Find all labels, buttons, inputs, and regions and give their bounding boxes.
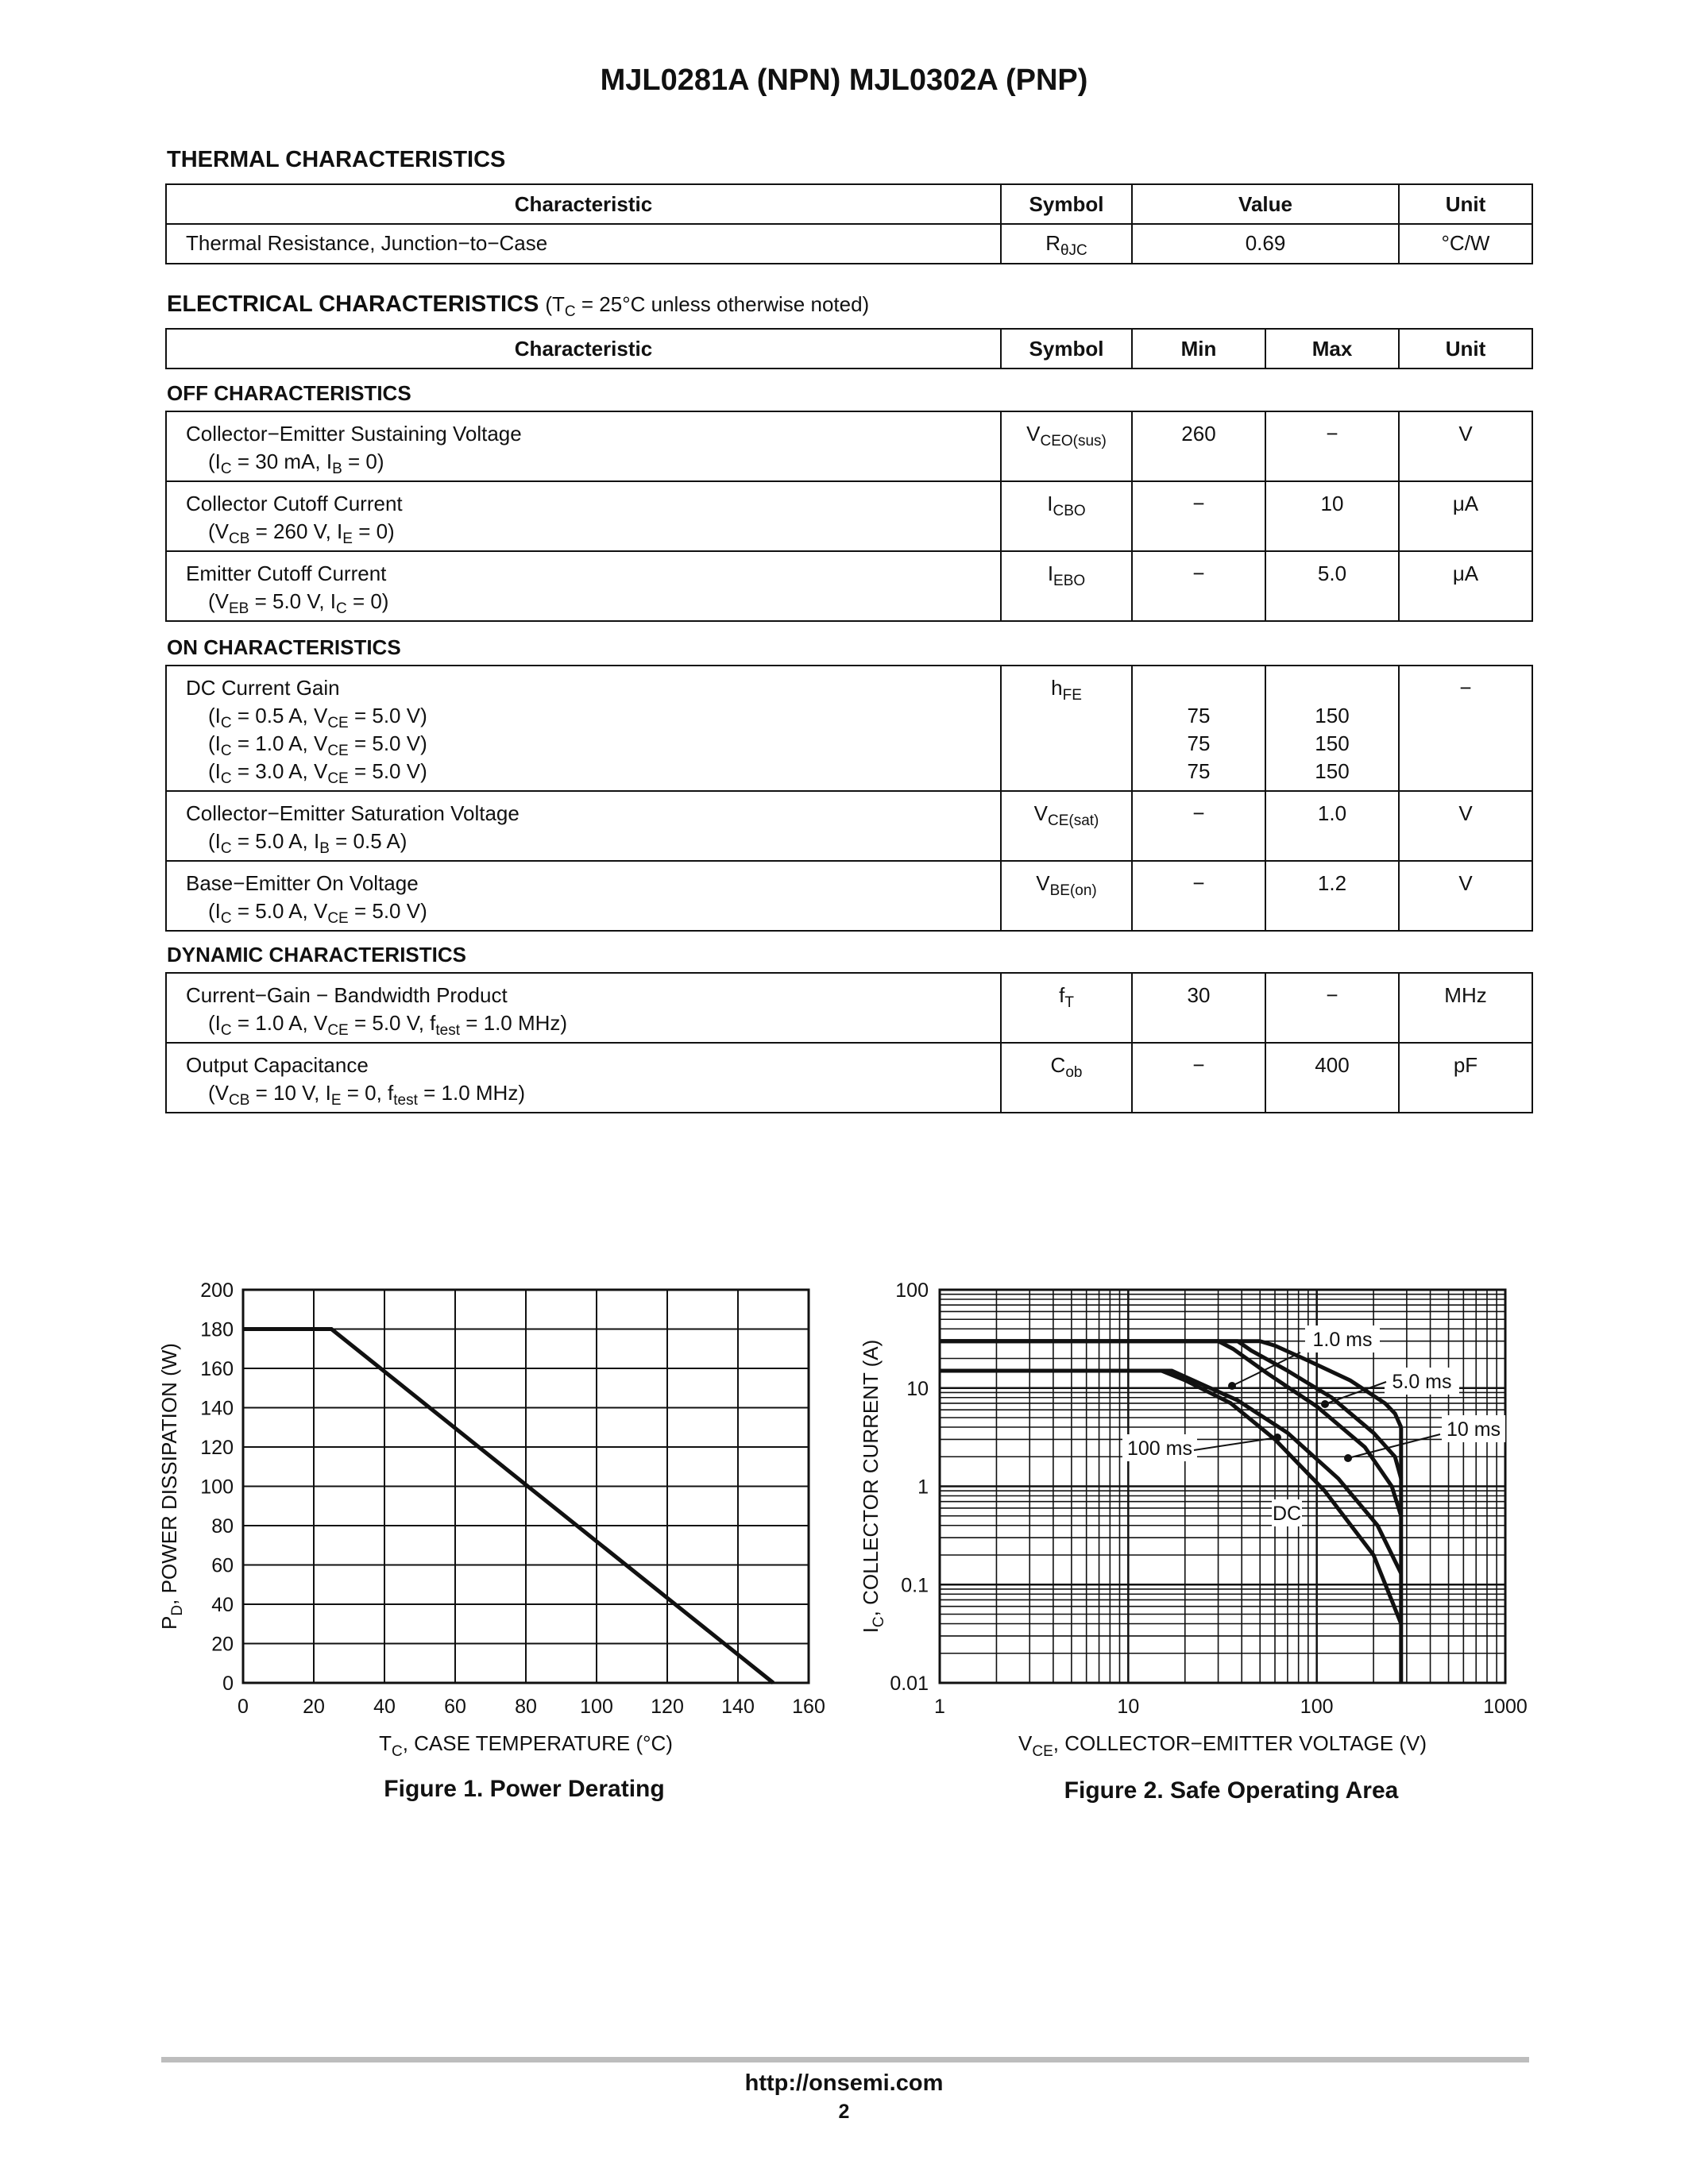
y-tick-label: 200 — [200, 1279, 234, 1302]
min-cell: − — [1132, 551, 1265, 621]
y-axis-label: $P_D$, POWER DISSIPATION (W) — [157, 1343, 186, 1630]
test-condition: ($I_C = 5.0$ A, $I_B = 0.5$ A) — [208, 829, 408, 857]
test-condition: ($V_{CB} = 10$ V, $I_E = 0$, $f_{test} = 1.0$ MHz) — [208, 1081, 525, 1109]
max-cell: 400 — [1265, 1043, 1399, 1113]
col-min: Min — [1132, 329, 1265, 369]
x-tick-label: 120 — [651, 1696, 684, 1718]
min-cell: 30 — [1132, 973, 1265, 1043]
y-tick-label: 1 — [917, 1476, 929, 1499]
electrical-header-table — [165, 328, 1533, 369]
characteristic-name: Collector Cutoff Current — [186, 492, 403, 515]
table-row — [166, 973, 1532, 1043]
y-tick-label: 0 — [222, 1673, 234, 1695]
col-unit: Unit — [1399, 329, 1532, 369]
x-tick-label: 100 — [1300, 1696, 1334, 1718]
x-tick-label: 140 — [721, 1696, 755, 1718]
test-condition: ($V_{CB} = 260$ V, $I_E = 0$) — [208, 519, 395, 547]
table-row — [166, 861, 1532, 931]
characteristic-cell — [166, 666, 1001, 791]
table-row — [166, 224, 1532, 264]
on-characteristics-table — [165, 665, 1533, 932]
unit-cell: − — [1399, 666, 1532, 791]
col-value: Value — [1132, 184, 1399, 224]
symbol-cell: $I_{EBO}$ — [1001, 551, 1132, 621]
y-tick-label: 60 — [211, 1554, 234, 1577]
unit-cell: MHz — [1399, 973, 1532, 1043]
x-tick-label: 1000 — [1483, 1696, 1528, 1718]
min-cell: 260 — [1132, 411, 1265, 481]
footer-divider — [161, 2057, 1529, 2062]
test-condition: ($I_C = 5.0$ A, $V_{CE} = 5.0$ V) — [208, 899, 427, 927]
x-tick-label: 10 — [1117, 1696, 1140, 1718]
derating-curve — [243, 1329, 774, 1684]
characteristic-cell — [166, 411, 1001, 481]
characteristic-cell — [166, 973, 1001, 1043]
unit-cell: μA — [1399, 551, 1532, 621]
symbol-cell: $f_T$ — [1001, 973, 1132, 1043]
col-characteristic: Characteristic — [166, 329, 1001, 369]
dynamic-characteristics-label: DYNAMIC CHARACTERISTICS — [167, 943, 466, 967]
soa-curve-10-ms — [940, 1341, 1401, 1516]
table-row — [166, 551, 1532, 621]
x-tick-label: 100 — [580, 1696, 613, 1718]
curve-annotation: DC — [1272, 1503, 1302, 1525]
y-tick-label: 10 — [906, 1377, 929, 1400]
y-tick-label: 40 — [211, 1594, 234, 1616]
min-cell: 75 75 75 — [1132, 666, 1265, 791]
max-cell: − — [1265, 411, 1399, 481]
characteristic-cell — [166, 481, 1001, 551]
unit-cell: V — [1399, 411, 1532, 481]
characteristic-name: Base−Emitter On Voltage — [186, 871, 419, 895]
document-title: MJL0281A (NPN) MJL0302A (PNP) — [600, 64, 1088, 97]
y-tick-label: 180 — [200, 1318, 234, 1341]
y-tick-label: 20 — [211, 1633, 234, 1656]
unit-cell: pF — [1399, 1043, 1532, 1113]
y-tick-label: 160 — [200, 1358, 234, 1380]
col-characteristic: Characteristic — [166, 184, 1001, 224]
table-row — [166, 411, 1532, 481]
x-tick-label: 1 — [934, 1696, 945, 1718]
dynamic-characteristics-table — [165, 972, 1533, 1113]
symbol-cell: $R_{\theta JC}$ — [1001, 224, 1132, 264]
min-cell: − — [1132, 791, 1265, 861]
y-tick-label: 140 — [200, 1397, 234, 1420]
col-unit: Unit — [1399, 184, 1532, 224]
characteristic-name: DC Current Gain — [186, 676, 340, 700]
table-row — [166, 791, 1532, 861]
x-tick-label: 0 — [238, 1696, 249, 1718]
characteristic-cell — [166, 551, 1001, 621]
power-derating-chart — [151, 1271, 850, 1779]
max-cell: 150 150 150 — [1265, 666, 1399, 791]
characteristic-cell — [166, 861, 1001, 931]
max-cell: 5.0 — [1265, 551, 1399, 621]
y-tick-label: 120 — [200, 1437, 234, 1459]
thermal-table — [165, 183, 1533, 264]
unit-cell: V — [1399, 861, 1532, 931]
annotation-arrowhead — [1228, 1382, 1236, 1390]
test-condition: ($V_{EB} = 5.0$ V, $I_C = 0$) — [208, 589, 389, 617]
max-cell: 1.0 — [1265, 791, 1399, 861]
y-tick-label: 0.01 — [890, 1673, 929, 1695]
annotation-arrowhead — [1321, 1400, 1329, 1408]
x-axis-label: $V_{CE}$, COLLECTOR−EMITTER VOLTAGE (V) — [1018, 1731, 1427, 1760]
characteristic-cell — [166, 1043, 1001, 1113]
min-cell: − — [1132, 481, 1265, 551]
test-condition: ($I_C = 1.0$ A, $V_{CE} = 5.0$ V, $f_{test} = 1.0$ MHz) — [208, 1011, 568, 1039]
col-max: Max — [1265, 329, 1399, 369]
symbol-cell: $C_{ob}$ — [1001, 1043, 1132, 1113]
figure1-caption: Figure 1. Power Derating — [384, 1776, 665, 1802]
max-cell: 10 — [1265, 481, 1399, 551]
min-cell: − — [1132, 861, 1265, 931]
electrical-heading: ELECTRICAL CHARACTERISTICS ($T_C = 25^\circ C$ unless otherwise noted) — [167, 291, 870, 320]
y-tick-label: 100 — [200, 1476, 234, 1499]
x-tick-label: 160 — [792, 1696, 825, 1718]
characteristic-cell — [166, 791, 1001, 861]
page-number: 2 — [838, 2101, 850, 2123]
max-cell: 1.2 — [1265, 861, 1399, 931]
thermal-heading: THERMAL CHARACTERISTICS — [167, 147, 506, 172]
max-cell: − — [1265, 973, 1399, 1043]
y-tick-label: 0.1 — [901, 1574, 929, 1597]
table-row — [166, 481, 1532, 551]
table-row — [166, 666, 1532, 791]
unit-cell: μA — [1399, 481, 1532, 551]
symbol-cell: $V_{CEO(sus)}$ — [1001, 411, 1132, 481]
footer-url: http://onsemi.com — [744, 2070, 944, 2096]
symbol-cell: $V_{CE(sat)}$ — [1001, 791, 1132, 861]
off-characteristics-table — [165, 411, 1533, 622]
x-tick-label: 80 — [515, 1696, 537, 1718]
curve-annotation: 1.0 ms — [1312, 1329, 1373, 1351]
soa-curve-dc — [940, 1371, 1401, 1624]
characteristic-name: Current−Gain − Bandwidth Product — [186, 983, 508, 1007]
x-tick-label: 60 — [444, 1696, 466, 1718]
y-tick-label: 80 — [211, 1515, 234, 1538]
characteristic-name: Output Capacitance — [186, 1053, 369, 1077]
min-cell: − — [1132, 1043, 1265, 1113]
curve-annotation: 10 ms — [1446, 1418, 1501, 1441]
safe-operating-area-chart — [859, 1271, 1529, 1779]
table-row — [166, 1043, 1532, 1113]
symbol-cell: $h_{FE}$ — [1001, 666, 1132, 791]
soa-curve-1-0-ms — [940, 1341, 1401, 1427]
electrical-header-row — [166, 329, 1532, 369]
curve-annotation: 5.0 ms — [1392, 1371, 1452, 1393]
characteristic-name: Emitter Cutoff Current — [186, 561, 387, 585]
test-condition: ($I_C = 30$ mA, $I_B = 0$) — [208, 450, 384, 477]
x-tick-label: 40 — [373, 1696, 396, 1718]
curve-annotation: 100 ms — [1127, 1437, 1192, 1460]
x-axis-label: $T_C$, CASE TEMPERATURE (°C) — [379, 1731, 673, 1760]
x-tick-label: 20 — [303, 1696, 325, 1718]
test-condition: ($I_C = 3.0$ A, $V_{CE} = 5.0$ V) — [208, 759, 427, 787]
y-tick-label: 100 — [895, 1279, 929, 1302]
test-condition: ($I_C = 0.5$ A, $V_{CE} = 5.0$ V) — [208, 704, 427, 731]
col-symbol: Symbol — [1001, 329, 1132, 369]
characteristic-name: Collector−Emitter Sustaining Voltage — [186, 422, 522, 446]
on-characteristics-label: ON CHARACTERISTICS — [167, 635, 401, 659]
symbol-cell: $I_{CBO}$ — [1001, 481, 1132, 551]
unit-cell: V — [1399, 791, 1532, 861]
characteristic-name: Collector−Emitter Saturation Voltage — [186, 801, 520, 825]
symbol-cell: $V_{BE(on)}$ — [1001, 861, 1132, 931]
characteristic-cell: Thermal Resistance, Junction−to−Case — [166, 224, 1001, 264]
off-characteristics-label: OFF CHARACTERISTICS — [167, 381, 411, 405]
y-axis-label: $I_C$, COLLECTOR CURRENT (A) — [859, 1339, 887, 1634]
value-cell: 0.69 — [1132, 224, 1399, 264]
col-symbol: Symbol — [1001, 184, 1132, 224]
test-condition: ($I_C = 1.0$ A, $V_{CE} = 5.0$ V) — [208, 731, 427, 759]
thermal-header-row — [166, 184, 1532, 224]
annotation-arrowhead — [1344, 1454, 1352, 1462]
annotation-arrowhead — [1273, 1433, 1281, 1441]
unit-cell: °C/W — [1399, 224, 1532, 264]
figure2-caption: Figure 2. Safe Operating Area — [1064, 1777, 1399, 1804]
